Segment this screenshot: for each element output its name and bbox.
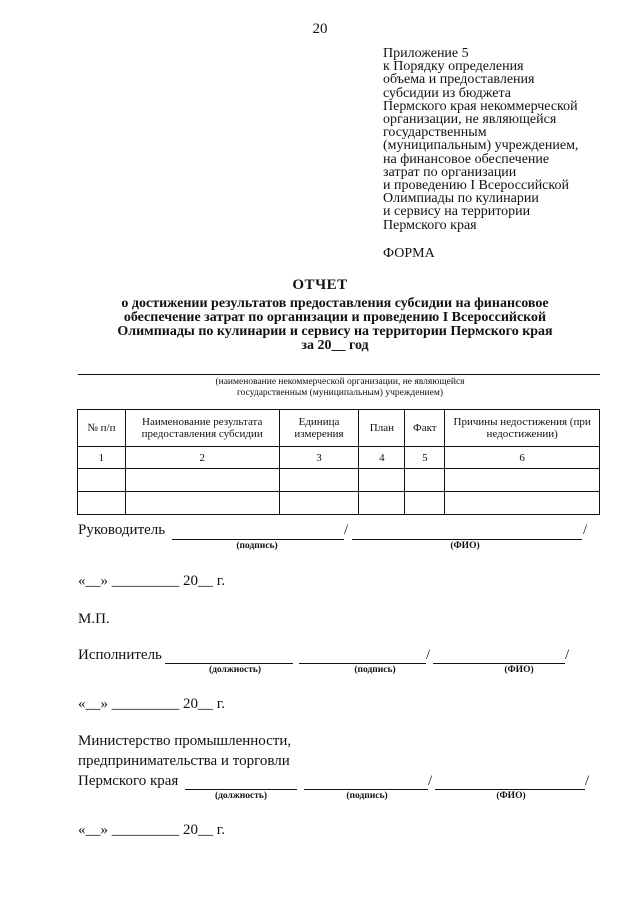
table-cell[interactable] bbox=[445, 469, 600, 492]
executor-position-line[interactable] bbox=[165, 663, 293, 664]
stamp-place: М.П. bbox=[78, 611, 110, 627]
organization-name-line[interactable] bbox=[78, 374, 600, 375]
appendix-block bbox=[383, 47, 623, 232]
slash-separator: / bbox=[428, 773, 433, 789]
table-cell[interactable] bbox=[359, 469, 405, 492]
fio-caption: (ФИО) bbox=[504, 665, 534, 675]
col-number-cell: 1 bbox=[78, 447, 126, 469]
appendix-line: объема и предоставления bbox=[383, 72, 535, 88]
report-title: ОТЧЕТ bbox=[292, 277, 348, 293]
report-table bbox=[77, 409, 600, 515]
appendix-line: Приложение 5 bbox=[383, 46, 469, 61]
col-header-result: Наименование результата предоставления субсидии bbox=[125, 410, 279, 447]
caption-line: (наименование некоммерческой организации, не являющейся bbox=[215, 377, 465, 387]
col-header-reasons: Причины недостижения (при недостижении) bbox=[445, 410, 600, 447]
form-label: ФОРМА bbox=[383, 246, 435, 261]
table-row bbox=[78, 469, 600, 492]
slash-separator: / bbox=[426, 647, 431, 663]
organization-caption bbox=[120, 377, 560, 399]
head-signature-line[interactable] bbox=[172, 539, 344, 540]
appendix-line: Олимпиады по кулинарии bbox=[383, 191, 539, 207]
col-number-cell: 5 bbox=[405, 447, 445, 469]
appendix-line: затрат по организации bbox=[383, 164, 517, 180]
appendix-line: субсидии из бюджета bbox=[383, 85, 512, 101]
table-cell[interactable] bbox=[405, 469, 445, 492]
ministry-position-line[interactable] bbox=[185, 789, 297, 790]
appendix-line: и проведению I Всероссийской bbox=[383, 178, 569, 194]
appendix-line: организации, не являющейся bbox=[383, 112, 557, 128]
ministry-line-2: предпринимательства и торговли bbox=[78, 753, 290, 769]
position-caption: (должность) bbox=[214, 791, 268, 801]
appendix-line: Пермского края некоммерческой bbox=[383, 98, 578, 114]
table-cell[interactable] bbox=[125, 469, 279, 492]
table-cell[interactable] bbox=[125, 492, 279, 515]
signature-caption: (подпись) bbox=[346, 791, 388, 801]
head-fio-line[interactable] bbox=[352, 539, 582, 540]
table-cell[interactable] bbox=[445, 492, 600, 515]
col-number-cell: 2 bbox=[125, 447, 279, 469]
table-number-row bbox=[78, 447, 600, 469]
signature-caption: (подпись) bbox=[236, 541, 278, 551]
executor-fio-line[interactable] bbox=[433, 663, 565, 664]
slash-separator: / bbox=[344, 522, 349, 538]
subtitle-line: за 20__ год bbox=[301, 338, 369, 353]
table-cell[interactable] bbox=[78, 492, 126, 515]
ministry-fio-line[interactable] bbox=[435, 789, 585, 790]
ministry-line-1: Министерство промышленности, bbox=[78, 733, 292, 749]
appendix-line: к Порядку определения bbox=[383, 59, 524, 75]
table-header-row bbox=[78, 410, 600, 447]
subtitle-line: о достижении результатов предоставления субсидии на финансовое bbox=[121, 296, 549, 311]
page-number: 20 bbox=[312, 21, 328, 37]
appendix-line: и сервису на территории bbox=[383, 204, 531, 220]
subtitle-line: Олимпиады по кулинарии и сервису на территории Пермского края bbox=[117, 324, 553, 339]
table-cell[interactable] bbox=[279, 492, 359, 515]
ministry-line-3: Пермского края bbox=[78, 773, 179, 789]
slash-separator: / bbox=[583, 522, 588, 538]
date-line[interactable]: «__» _________ 20__ г. bbox=[78, 696, 225, 712]
table-cell[interactable] bbox=[279, 469, 359, 492]
report-subtitle bbox=[100, 297, 570, 353]
appendix-line: Пермского края bbox=[383, 217, 477, 233]
appendix-line: на финансовое обеспечение bbox=[383, 151, 550, 167]
subtitle-line: обеспечение затрат по организации и проведению I Всероссийской bbox=[123, 310, 547, 325]
col-number-cell: 3 bbox=[279, 447, 359, 469]
col-header-number: № п/п bbox=[78, 410, 126, 447]
head-label: Руководитель bbox=[78, 522, 166, 538]
signature-caption: (подпись) bbox=[354, 665, 396, 675]
table-cell[interactable] bbox=[78, 469, 126, 492]
fio-caption: (ФИО) bbox=[450, 541, 480, 551]
col-number-cell: 6 bbox=[445, 447, 600, 469]
col-header-plan: План bbox=[359, 410, 405, 447]
executor-signature-line[interactable] bbox=[299, 663, 426, 664]
caption-line: государственным (муниципальным) учреждением) bbox=[236, 388, 444, 398]
appendix-line: (муниципальным) учреждением, bbox=[383, 138, 579, 154]
date-line[interactable]: «__» _________ 20__ г. bbox=[78, 822, 225, 838]
table-cell[interactable] bbox=[359, 492, 405, 515]
table-row bbox=[78, 492, 600, 515]
ministry-signature-line[interactable] bbox=[304, 789, 428, 790]
position-caption: (должность) bbox=[208, 665, 262, 675]
slash-separator: / bbox=[565, 647, 570, 663]
col-header-unit: Единица измерения bbox=[279, 410, 359, 447]
fio-caption: (ФИО) bbox=[496, 791, 526, 801]
appendix-line: государственным bbox=[383, 125, 487, 141]
table-cell[interactable] bbox=[405, 492, 445, 515]
date-line[interactable]: «__» _________ 20__ г. bbox=[78, 573, 225, 589]
executor-label: Исполнитель bbox=[78, 647, 162, 663]
col-number-cell: 4 bbox=[359, 447, 405, 469]
col-header-fact: Факт bbox=[405, 410, 445, 447]
slash-separator: / bbox=[585, 773, 590, 789]
